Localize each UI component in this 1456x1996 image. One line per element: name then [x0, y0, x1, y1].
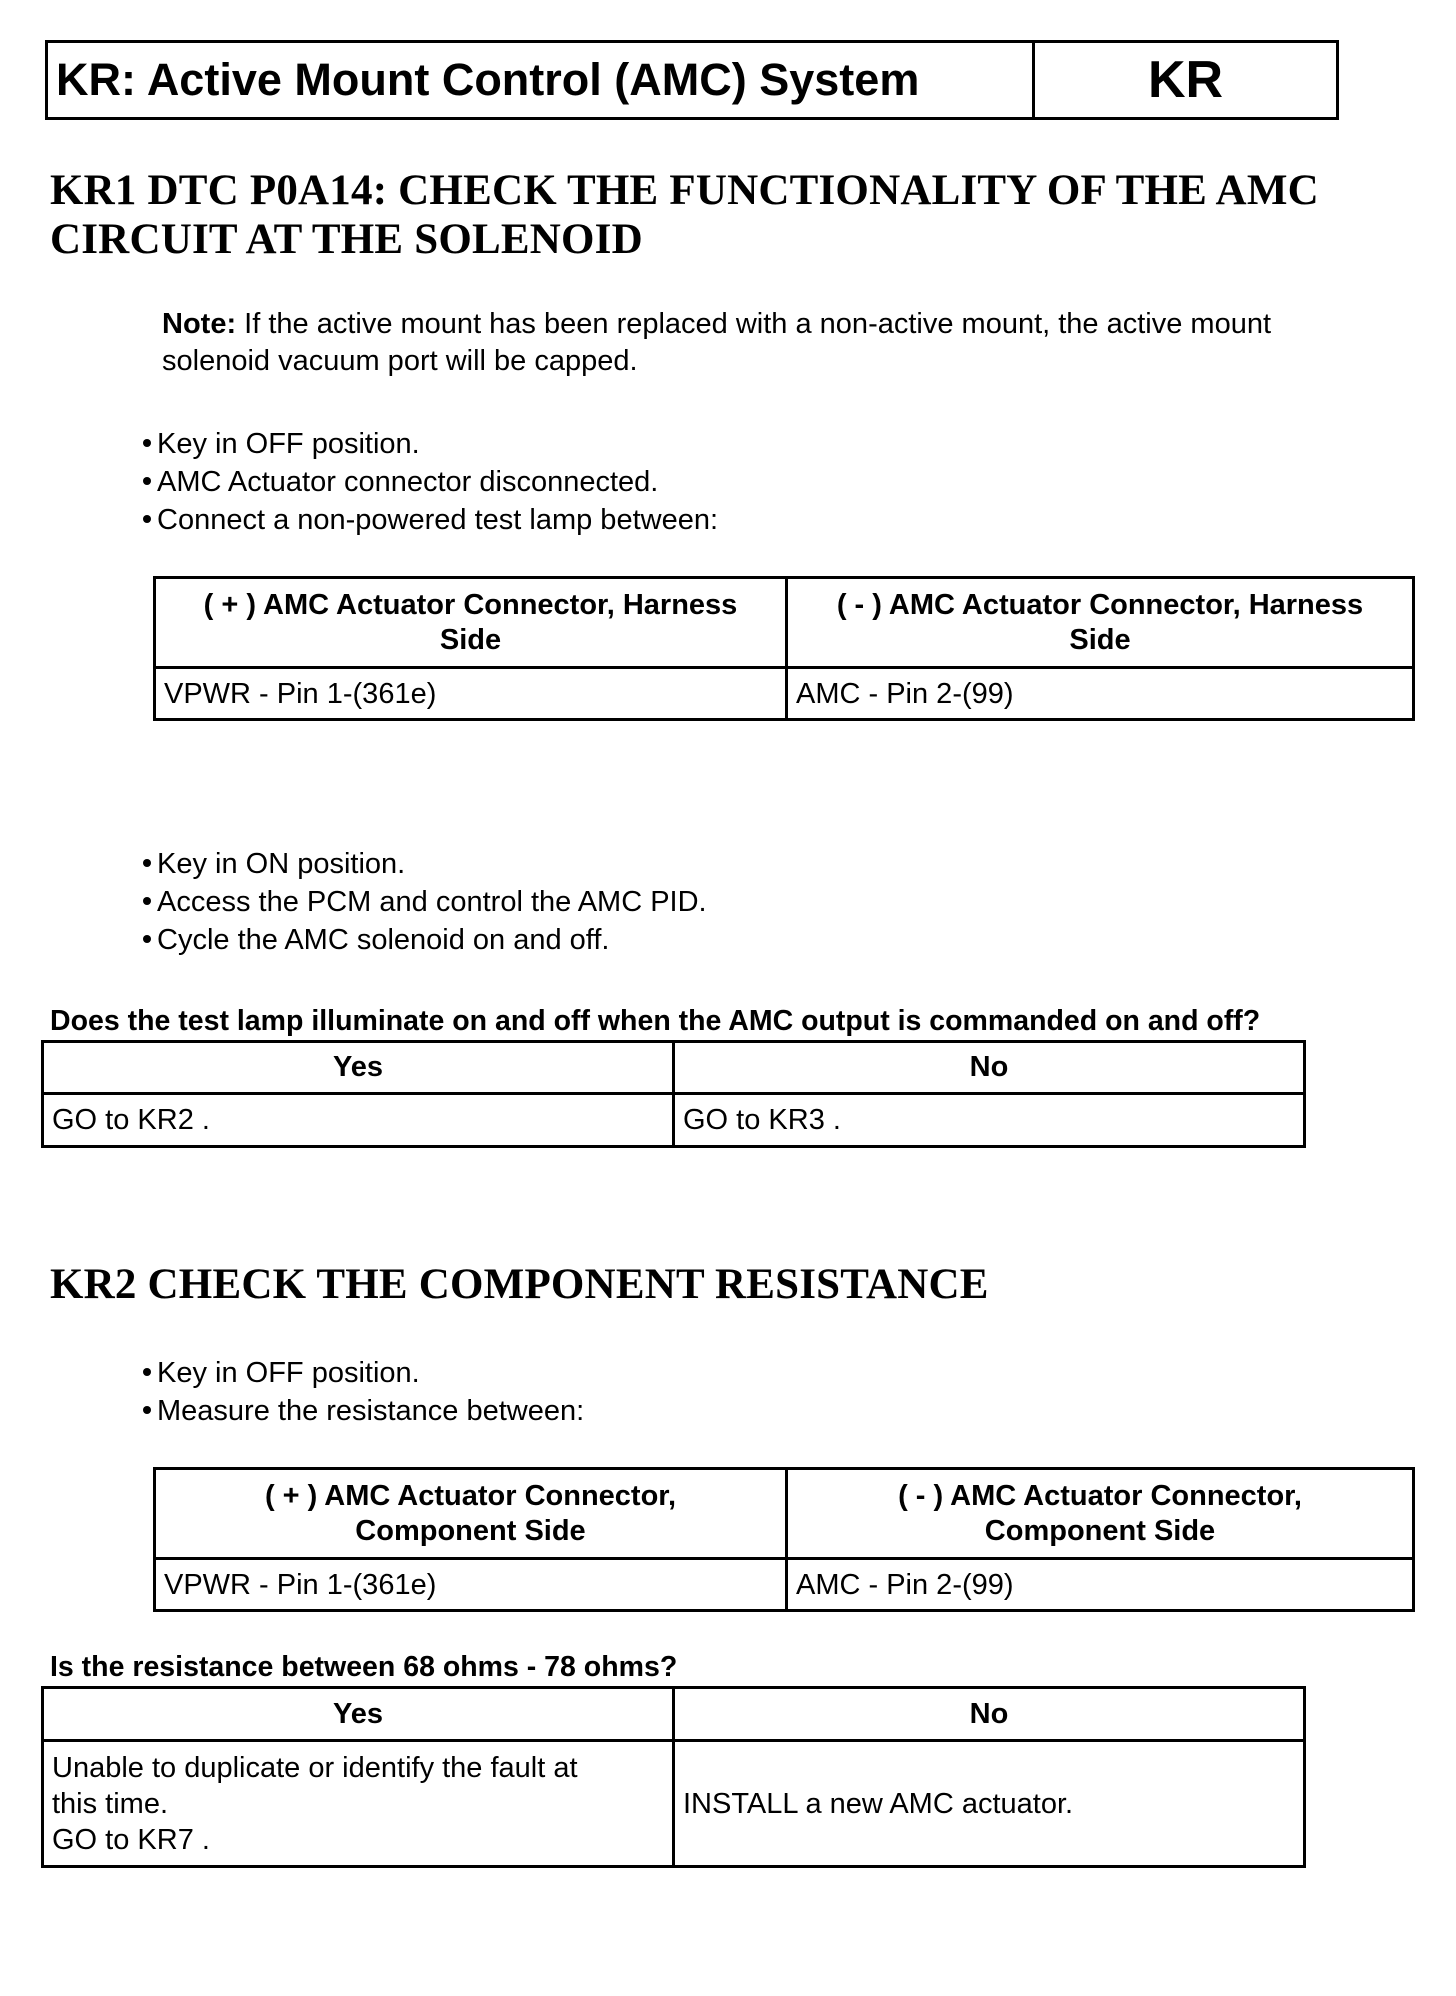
yes-answer: Unable to duplicate or identify the fault at this time. GO to KR7 . [43, 1741, 674, 1867]
table-cell: VPWR - Pin 1-(361e) [155, 668, 787, 720]
kr1-heading-line1: KR1 DTC P0A14: CHECK THE FUNCTIONALITY OF THE AMC [50, 167, 1319, 214]
table-cell: VPWR - Pin 1-(361e) [155, 1559, 787, 1611]
table-header: ( - ) AMC Actuator Connector, Component Side [787, 1469, 1414, 1559]
bullet-icon [143, 477, 151, 485]
table-header: ( + ) AMC Actuator Connector, Component Side [155, 1469, 787, 1559]
bullet-icon [143, 897, 151, 905]
bullet-icon [143, 439, 151, 447]
list-item: Access the PCM and control the AMC PID. [143, 883, 707, 921]
section-code: KR [1147, 51, 1224, 109]
list-item: Cycle the AMC solenoid on and off. [143, 921, 707, 959]
note-label: Note: [162, 308, 237, 340]
kr1-answer-table [41, 1040, 1306, 1148]
yes-header: Yes [43, 1688, 674, 1741]
list-item: Measure the resistance between: [143, 1392, 584, 1430]
bullet-icon [143, 1406, 151, 1414]
note-text-line2: solenoid vacuum port will be capped. [162, 345, 638, 377]
yes-header: Yes [43, 1042, 674, 1094]
bullet-icon [143, 515, 151, 523]
kr1-heading-line2: CIRCUIT AT THE SOLENOID [50, 216, 643, 263]
kr2-connector-table [153, 1467, 1415, 1612]
no-answer: INSTALL a new AMC actuator. [674, 1741, 1305, 1867]
kr1-connector-table [153, 576, 1415, 721]
table-cell: AMC - Pin 2-(99) [787, 1559, 1414, 1611]
section-header-box [45, 40, 1339, 120]
list-item: Key in OFF position. [143, 425, 718, 463]
list-item: AMC Actuator connector disconnected. [143, 463, 718, 501]
table-cell: AMC - Pin 2-(99) [787, 668, 1414, 720]
kr1-note [162, 306, 1412, 380]
kr1-steps-b [143, 845, 707, 959]
list-item: Connect a non-powered test lamp between: [143, 501, 718, 539]
kr2-answer-table [41, 1686, 1306, 1868]
list-item: Key in OFF position. [143, 1354, 584, 1392]
no-answer: GO to KR3 . [674, 1094, 1305, 1147]
no-header: No [674, 1042, 1305, 1094]
kr1-steps-a [143, 425, 718, 539]
no-header: No [674, 1688, 1305, 1741]
bullet-icon [143, 1368, 151, 1376]
note-text: If the active mount has been replaced with a non-active mount, the active mount [236, 308, 1272, 340]
table-header: ( + ) AMC Actuator Connector, Harness Side [155, 578, 787, 668]
kr2-steps [143, 1354, 584, 1430]
section-title: KR: Active Mount Control (AMC) System [48, 43, 1035, 117]
yes-answer: GO to KR2 . [43, 1094, 674, 1147]
table-header: ( - ) AMC Actuator Connector, Harness Side [787, 578, 1414, 668]
kr2-question: Is the resistance between 68 ohms - 78 ohms? [50, 1651, 678, 1683]
kr2-heading: KR2 CHECK THE COMPONENT RESISTANCE [50, 1261, 989, 1308]
kr1-heading [50, 166, 1410, 264]
list-item: Key in ON position. [143, 845, 707, 883]
kr1-question: Does the test lamp illuminate on and off when the AMC output is commanded on and off? [50, 1005, 1261, 1037]
bullet-icon [143, 935, 151, 943]
bullet-icon [143, 859, 151, 867]
